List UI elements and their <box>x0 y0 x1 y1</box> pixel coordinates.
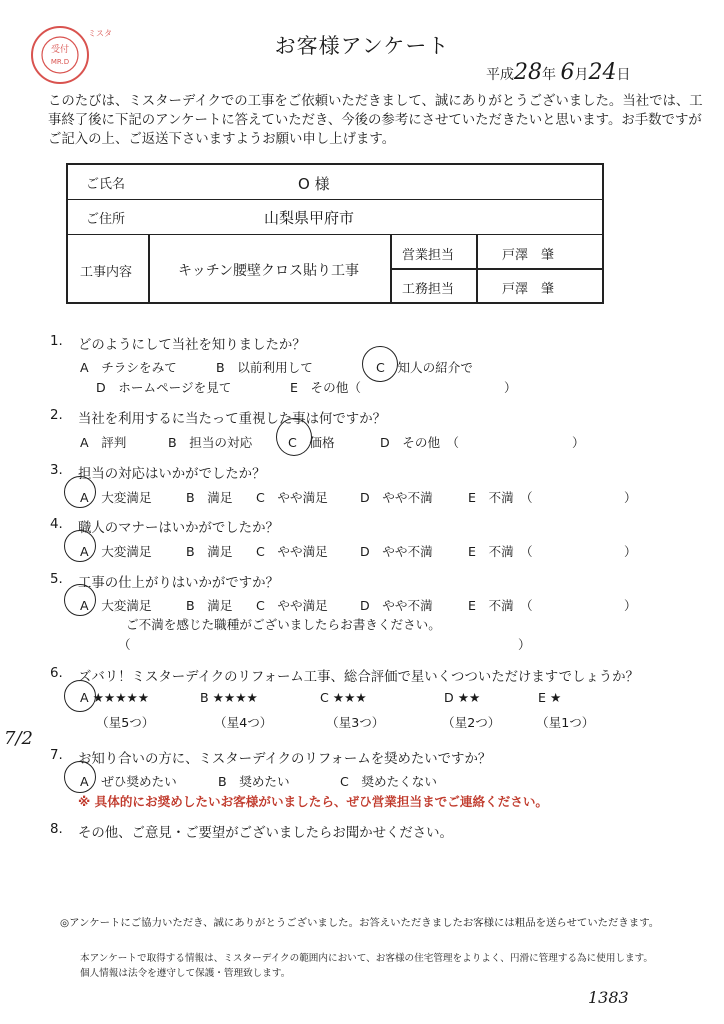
q1-answer-circle <box>362 346 398 382</box>
q3-option-e-close: ） <box>624 490 637 505</box>
name-value: O 様 <box>298 175 330 193</box>
q1-option-d: D ホームページを見て <box>96 380 232 395</box>
q1-option-a: A チラシをみて <box>80 360 177 375</box>
work-value: キッチン腰壁クロス貼り工事 <box>178 263 360 279</box>
date-year-unit: 年 <box>542 67 556 83</box>
name-row <box>68 165 602 200</box>
q2-question: 当社を利用するに当たって重視した事は何ですか？ <box>78 412 386 427</box>
q6-option-a: A ★★★★★ <box>80 690 150 705</box>
date-line <box>486 60 630 85</box>
work-label: 工事内容 <box>80 265 133 280</box>
q2-answer-circle <box>276 418 312 456</box>
footer-privacy-2: 個人情報は法令を遵守して保護・管理致します。 <box>80 968 291 979</box>
q4-number: 4. <box>50 517 63 532</box>
svg-text:受付: 受付 <box>50 45 70 55</box>
margin-note: 7/2 <box>4 728 33 749</box>
q1-option-b: B 以前利用して <box>216 360 313 375</box>
q6-number: 6. <box>50 666 63 681</box>
q7-option-b: B 奨めたい <box>218 774 290 789</box>
q6-option-a-sub: （星5つ） <box>96 715 155 730</box>
q5-option-d: D やや不満 <box>360 598 433 613</box>
q3-option-c: C やや満足 <box>256 490 328 505</box>
intro-text: このたびは、ミスターデイクでの工事をご依頼いただきまして、誠にありがとうございました。当社では、工事終了後に下記のアンケートに答えていただき、今後の参考にさせていただきたいと思います。お手数ですがご記入の上、ご返送下さいますようお願い申し上げます。 <box>48 94 703 147</box>
q6-option-b: B ★★★★ <box>200 690 258 705</box>
footer-thanks: ◎アンケートにご協力いただき、誠にありがとうございました。お答えいただきましたお客様には粗品を送らせていただきます。 <box>60 917 660 929</box>
customer-info-table <box>66 163 604 304</box>
q1-option-e: E その他（ <box>290 380 361 395</box>
q3-answer-circle <box>64 476 96 508</box>
sales-label: 営業担当 <box>402 248 455 263</box>
q5-sub-close: ） <box>518 637 531 652</box>
q5-number: 5. <box>50 572 63 587</box>
q3-option-b: B 満足 <box>186 490 233 505</box>
q5-question: 工事の仕上がりはいかがですか？ <box>78 576 279 591</box>
q2-number: 2. <box>50 408 63 423</box>
q2-option-d: D その他 （ <box>380 435 459 450</box>
q3-question: 担当の対応はいかがでしたか？ <box>78 467 266 482</box>
q2-option-a: A 評判 <box>80 435 127 450</box>
date-month: 6 <box>560 60 575 85</box>
sales-value: 戸澤 肇 <box>502 248 555 263</box>
date-day: 24 <box>588 60 617 85</box>
q7-number: 7. <box>50 748 63 763</box>
serial-number: 1383 <box>588 988 629 1007</box>
page-title: お客様アンケート <box>274 34 450 58</box>
q7-answer-circle <box>64 761 96 793</box>
q3-option-e: E 不満 （ <box>468 490 533 505</box>
q5-option-e: E 不満 （ <box>468 598 533 613</box>
q3-number: 3. <box>50 463 63 478</box>
q4-option-b: B 満足 <box>186 544 233 559</box>
name-label: ご氏名 <box>86 177 126 192</box>
q3-option-a: A 大変満足 <box>80 490 152 505</box>
q8-question: その他、ご意見・ご要望がございましたらお聞かせください。 <box>78 826 453 841</box>
q6-option-d-sub: （星2つ） <box>442 715 501 730</box>
q7-option-c: C 奨めたくない <box>340 774 437 789</box>
q6-answer-circle <box>64 680 96 712</box>
q1-option-e-close: ） <box>504 380 517 395</box>
address-value: 山梨県甲府市 <box>264 209 355 227</box>
q4-answer-circle <box>64 530 96 562</box>
q6-question: ズバリ！ミスターデイクのリフォーム工事、総合評価で星いくつついただけますでしょうか？ <box>78 670 639 685</box>
q6-option-b-sub: （星4つ） <box>214 715 273 730</box>
q2-option-b: B 担当の対応 <box>168 435 253 450</box>
q6-option-c: C ★★★ <box>320 690 367 705</box>
q5-option-c: C やや満足 <box>256 598 328 613</box>
q4-option-c: C やや満足 <box>256 544 328 559</box>
q3-option-d: D やや不満 <box>360 490 433 505</box>
svg-text:MR.D: MR.D <box>50 58 70 66</box>
date-year: 28 <box>514 60 542 85</box>
construction-value: 戸澤 肇 <box>502 282 555 297</box>
q6-option-c-sub: （星3つ） <box>326 715 385 730</box>
q6-option-e-sub: （星1つ） <box>536 715 595 730</box>
q2-option-c: C 価格 <box>288 435 335 450</box>
q5-sub-open: （ <box>118 637 131 652</box>
q1-question: どのようにして当社を知りましたか？ <box>78 338 306 353</box>
q8-number: 8. <box>50 822 63 837</box>
q4-option-e: E 不満 （ <box>468 544 533 559</box>
q5-option-a: A 大変満足 <box>80 598 152 613</box>
q1-option-c: C 知人の紹介で <box>376 360 473 375</box>
date-era: 平成 <box>486 67 514 83</box>
q2-option-d-close: ） <box>572 435 585 450</box>
construction-label: 工務担当 <box>402 282 455 297</box>
q7-note: ※ 具体的にお奨めしたいお客様がいましたら、ぜひ営業担当までご連絡ください。 <box>78 794 549 809</box>
q7-option-a: A ぜひ奨めたい <box>80 774 177 789</box>
q4-question: 職人のマナーはいかがでしたか？ <box>78 521 279 536</box>
date-month-unit: 月 <box>574 67 589 83</box>
address-label: ご住所 <box>86 212 126 227</box>
q6-option-d: D ★★ <box>444 690 481 705</box>
q4-option-e-close: ） <box>624 544 637 559</box>
q5-answer-circle <box>64 584 96 616</box>
address-row <box>68 200 602 235</box>
q7-question: お知り合いの方に、ミスターデイクのリフォームを奨めたいですか？ <box>78 752 492 767</box>
svg-text:ミスタ: ミスタ <box>88 29 112 38</box>
footer-privacy-1: 本アンケートで取得する情報は、ミスターデイクの範囲内において、お客様の住宅管理をよりよく、円滑に管理する為に使用します。 <box>80 953 654 964</box>
q5-sub-question: ご不満を感じた職種がございましたらお書きください。 <box>126 617 441 632</box>
q4-option-d: D やや不満 <box>360 544 433 559</box>
q5-option-e-close: ） <box>624 598 637 613</box>
q6-option-e: E ★ <box>538 690 562 705</box>
q4-option-a: A 大変満足 <box>80 544 152 559</box>
q1-number: 1. <box>50 334 63 349</box>
q5-option-b: B 満足 <box>186 598 233 613</box>
date-day-unit: 日 <box>616 67 631 83</box>
